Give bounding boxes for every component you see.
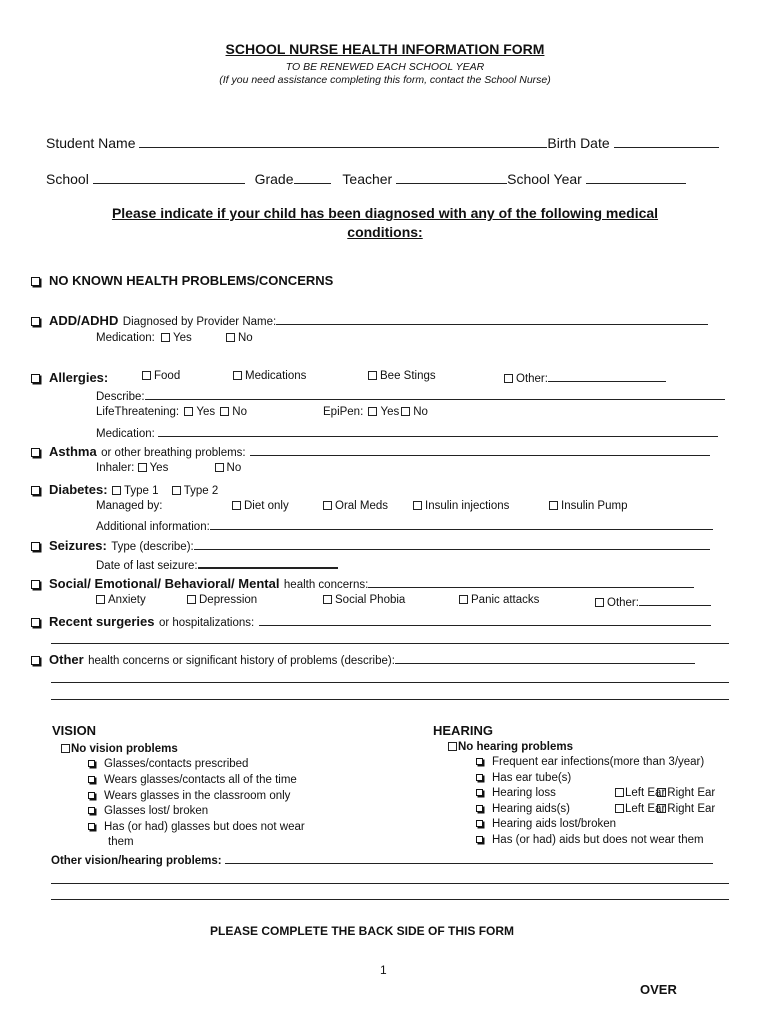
other-row bbox=[31, 651, 695, 669]
school-label: School bbox=[46, 171, 89, 187]
vision-item bbox=[88, 821, 305, 833]
checkbox-aids-right[interactable] bbox=[657, 804, 666, 813]
type1-label: Type 1 bbox=[123, 485, 159, 497]
checkbox-bee-stings[interactable] bbox=[368, 371, 377, 380]
hearing-item bbox=[476, 756, 704, 768]
form-note: (If you need assistance completing this form, contact the School Nurse) bbox=[219, 74, 551, 86]
checkbox-diabetes[interactable] bbox=[31, 486, 40, 495]
social-other-label: Other: bbox=[607, 597, 639, 609]
seizures-type-field[interactable] bbox=[194, 538, 710, 550]
adhd-no-label: No bbox=[237, 332, 253, 344]
inhaler-yes-label: Yes bbox=[149, 462, 169, 474]
hearing-heading: HEARING bbox=[433, 723, 493, 738]
grade-field[interactable] bbox=[294, 172, 331, 184]
surgeries-row bbox=[31, 613, 711, 631]
seizures-row bbox=[31, 537, 710, 555]
checkbox-medications[interactable] bbox=[233, 371, 242, 380]
no-vision-label: No vision problems bbox=[71, 743, 178, 755]
hearing-loss-ears bbox=[615, 787, 715, 799]
insulin-injections-option bbox=[413, 500, 509, 512]
checkbox-diet[interactable] bbox=[232, 501, 241, 510]
hearing-item bbox=[476, 803, 570, 815]
student-name-label: Student Name bbox=[46, 135, 136, 151]
other-vh-line-2[interactable] bbox=[51, 883, 729, 884]
allergy-describe-field[interactable] bbox=[145, 388, 725, 400]
other-vh-field[interactable] bbox=[225, 852, 713, 864]
student-name-field[interactable] bbox=[139, 136, 547, 148]
surgeries-extra-line[interactable] bbox=[51, 643, 729, 644]
checkbox-vision-1[interactable] bbox=[88, 760, 95, 767]
checkbox-asthma[interactable] bbox=[31, 448, 40, 457]
grade-label: Grade bbox=[254, 171, 294, 187]
vision-item bbox=[88, 774, 297, 786]
checkbox-social[interactable] bbox=[31, 580, 40, 589]
adhd-yes-label: Yes bbox=[173, 332, 192, 344]
surgeries-field[interactable] bbox=[259, 614, 711, 626]
allergy-other-label: Other: bbox=[516, 373, 548, 385]
hearing-item-label: Hearing aids lost/broken bbox=[492, 818, 617, 830]
social-label: Social/ Emotional/ Behavioral/ Mental bbox=[49, 576, 280, 591]
checkbox-no-known[interactable] bbox=[31, 277, 40, 286]
checkbox-hearing-2[interactable] bbox=[476, 774, 483, 781]
last-seizure-row bbox=[96, 556, 338, 572]
bee-stings-label: Bee Stings bbox=[380, 370, 436, 382]
checkbox-vision-4[interactable] bbox=[88, 807, 95, 814]
diabetes-additional-label: Additional information: bbox=[96, 521, 210, 533]
checkbox-social-phobia[interactable] bbox=[323, 595, 332, 604]
right-ear-label: Right Ear bbox=[667, 787, 716, 799]
allergy-medications-option bbox=[233, 370, 306, 382]
vision-item bbox=[88, 790, 290, 802]
medications-label: Medications bbox=[245, 370, 307, 382]
checkbox-surgeries[interactable] bbox=[31, 618, 40, 627]
allergy-describe-row bbox=[96, 388, 725, 403]
type2-label: Type 2 bbox=[183, 485, 219, 497]
allergy-medication-label: Medication: bbox=[96, 428, 155, 440]
inhaler-row bbox=[96, 462, 241, 474]
checkbox-hearing-4[interactable] bbox=[476, 805, 483, 812]
inhaler-label: Inhaler: bbox=[96, 462, 135, 474]
hearing-item bbox=[476, 834, 704, 846]
hearing-item bbox=[476, 772, 571, 784]
epipen-label: EpiPen: bbox=[323, 406, 364, 418]
checkbox-allergies[interactable] bbox=[31, 374, 40, 383]
checkbox-aids-left[interactable] bbox=[615, 804, 624, 813]
panic-option bbox=[459, 594, 539, 606]
seizures-label: Seizures: bbox=[49, 538, 107, 553]
diabetes-label: Diabetes: bbox=[49, 482, 108, 497]
allergy-medication-row bbox=[96, 425, 718, 440]
seizures-type-label: Type (describe): bbox=[111, 541, 194, 553]
right-ear-label: Right Ear bbox=[667, 803, 716, 815]
allergy-other-option bbox=[504, 370, 666, 385]
form-subtitle: TO BE RENEWED EACH SCHOOL YEAR bbox=[285, 61, 485, 73]
anxiety-label: Anxiety bbox=[108, 594, 146, 606]
other-vh-line-3[interactable] bbox=[51, 899, 729, 900]
social-field[interactable] bbox=[368, 576, 694, 588]
checkbox-adhd-no[interactable] bbox=[226, 333, 235, 342]
form-title: SCHOOL NURSE HEALTH INFORMATION FORM bbox=[225, 41, 545, 57]
asthma-row bbox=[31, 443, 710, 461]
checkbox-epipen-yes[interactable] bbox=[368, 407, 377, 416]
other-rest-label: health concerns or significant history of problems (describe): bbox=[88, 655, 395, 667]
hearing-item bbox=[476, 818, 616, 830]
checkbox-vision-3[interactable] bbox=[88, 792, 95, 799]
inhaler-no-label: No bbox=[226, 462, 242, 474]
last-seizure-field[interactable] bbox=[198, 556, 338, 569]
checkbox-inhaler-no[interactable] bbox=[215, 463, 224, 472]
hearing-item bbox=[476, 787, 556, 799]
checkbox-loss-left[interactable] bbox=[615, 788, 624, 797]
no-hearing-row bbox=[448, 741, 573, 753]
allergies-label: Allergies: bbox=[49, 370, 109, 385]
other-label: Other bbox=[49, 652, 84, 667]
left-ear-label: Left Ear bbox=[625, 803, 666, 815]
last-seizure-label: Date of last seizure: bbox=[96, 560, 198, 572]
no-vision-row bbox=[61, 743, 178, 755]
epipen-no-label: No bbox=[413, 406, 428, 418]
checkbox-inhaler-yes[interactable] bbox=[138, 463, 147, 472]
school-year-label: School Year bbox=[507, 171, 582, 187]
allergy-medication-field[interactable] bbox=[158, 425, 718, 437]
hearing-item-label: Hearing loss bbox=[492, 787, 556, 799]
insulin-pump-label: Insulin Pump bbox=[561, 500, 628, 512]
checkbox-food[interactable] bbox=[142, 371, 151, 380]
asthma-field[interactable] bbox=[250, 444, 710, 456]
checkbox-vision-5[interactable] bbox=[88, 823, 95, 830]
checkbox-anxiety[interactable] bbox=[96, 595, 105, 604]
diabetes-additional-row bbox=[96, 518, 713, 533]
oral-meds-label: Oral Meds bbox=[335, 500, 389, 512]
checkbox-insulin-injections[interactable] bbox=[413, 501, 422, 510]
allergy-describe-label: Describe: bbox=[96, 391, 145, 403]
hearing-item-label: Has ear tube(s) bbox=[492, 772, 572, 784]
life-yes-label: Yes bbox=[196, 406, 216, 418]
epipen-yes-label: Yes bbox=[380, 406, 400, 418]
panic-label: Panic attacks bbox=[471, 594, 540, 606]
allergies-row bbox=[31, 369, 108, 387]
oral-meds-option bbox=[323, 500, 388, 512]
student-name-row bbox=[46, 135, 719, 151]
checkbox-vision-2[interactable] bbox=[88, 776, 95, 783]
surgeries-label: Recent surgeries bbox=[49, 614, 155, 629]
checkbox-other[interactable] bbox=[31, 656, 40, 665]
vision-item bbox=[88, 805, 208, 817]
surgeries-rest-label: or hospitalizations: bbox=[158, 617, 255, 629]
checkbox-no-vision[interactable] bbox=[61, 744, 70, 753]
school-row bbox=[46, 171, 686, 187]
hearing-item-label: Hearing aids(s) bbox=[492, 803, 570, 815]
instruction-heading: Please indicate if your child has been diagnosed with any of the following medical conditions: bbox=[111, 205, 659, 240]
no-hearing-label: No hearing problems bbox=[458, 741, 574, 753]
checkbox-no-hearing[interactable] bbox=[448, 742, 457, 751]
teacher-label: Teacher bbox=[342, 171, 393, 187]
social-other-field[interactable] bbox=[639, 594, 711, 606]
diet-label: Diet only bbox=[244, 500, 289, 512]
teacher-field[interactable] bbox=[396, 172, 507, 184]
birth-date-label: Birth Date bbox=[547, 135, 610, 151]
diabetes-additional-field[interactable] bbox=[210, 518, 713, 530]
insulin-pump-option bbox=[549, 500, 627, 512]
diabetes-row bbox=[31, 481, 218, 499]
no-known-row bbox=[31, 273, 333, 288]
checkbox-insulin-pump[interactable] bbox=[549, 501, 558, 510]
social-phobia-label: Social Phobia bbox=[335, 594, 406, 606]
no-known-label: NO KNOWN HEALTH PROBLEMS/CONCERNS bbox=[49, 273, 334, 288]
allergy-other-field[interactable] bbox=[548, 370, 666, 382]
vision-item-label: Glasses lost/ broken bbox=[104, 805, 209, 817]
other-line-2[interactable] bbox=[51, 682, 729, 683]
social-other-option bbox=[595, 594, 711, 609]
vision-item-continued: them bbox=[108, 836, 134, 848]
checkbox-depression[interactable] bbox=[187, 595, 196, 604]
checkbox-hearing-5[interactable] bbox=[476, 820, 483, 827]
complete-back-note: PLEASE COMPLETE THE BACK SIDE OF THIS FORM bbox=[210, 924, 515, 938]
depression-label: Depression bbox=[199, 594, 258, 606]
checkbox-type2[interactable] bbox=[172, 486, 181, 495]
left-ear-label: Left Ear bbox=[625, 787, 666, 799]
checkbox-seizures[interactable] bbox=[31, 542, 40, 551]
checkbox-life-no[interactable] bbox=[220, 407, 229, 416]
adhd-medication-row bbox=[96, 332, 253, 344]
anxiety-option bbox=[96, 594, 146, 606]
checkbox-allergy-other[interactable] bbox=[504, 374, 513, 383]
vision-item-label: Wears glasses/contacts all of the time bbox=[104, 774, 297, 786]
insulin-injections-label: Insulin injections bbox=[425, 500, 510, 512]
adhd-provider-label: Diagnosed by Provider Name: bbox=[122, 316, 277, 328]
diet-option bbox=[232, 500, 289, 512]
checkbox-type1[interactable] bbox=[112, 486, 121, 495]
adhd-label: ADD/ADHD bbox=[49, 313, 119, 328]
school-year-field[interactable] bbox=[586, 172, 686, 184]
other-vh-row bbox=[51, 852, 713, 867]
vision-item bbox=[88, 758, 248, 770]
other-vh-label: Other vision/hearing problems: bbox=[51, 855, 222, 867]
managed-by-label: Managed by: bbox=[96, 500, 163, 512]
checkbox-oral-meds[interactable] bbox=[323, 501, 332, 510]
vision-item-label: Glasses/contacts prescribed bbox=[104, 758, 249, 770]
adhd-row bbox=[31, 312, 708, 330]
asthma-rest-label: or other breathing problems: bbox=[101, 447, 246, 459]
hearing-aids-ears bbox=[615, 803, 715, 815]
vision-item-label: Has (or had) glasses but does not wear bbox=[104, 821, 305, 833]
page-number: 1 bbox=[380, 963, 387, 977]
school-field[interactable] bbox=[93, 172, 245, 184]
food-label: Food bbox=[154, 370, 181, 382]
over-label: OVER bbox=[640, 982, 677, 997]
checkbox-panic[interactable] bbox=[459, 595, 468, 604]
hearing-item-label: Frequent ear infections(more than 3/year) bbox=[492, 756, 705, 768]
checkbox-adhd-yes[interactable] bbox=[161, 333, 170, 342]
other-line-3[interactable] bbox=[51, 699, 729, 700]
allergy-bee-option bbox=[368, 370, 436, 382]
checkbox-loss-right[interactable] bbox=[657, 788, 666, 797]
birth-date-field[interactable] bbox=[614, 136, 719, 148]
asthma-label: Asthma bbox=[49, 444, 97, 459]
allergy-food-option bbox=[142, 370, 180, 382]
life-no-label: No bbox=[232, 406, 247, 418]
checkbox-hearing-6[interactable] bbox=[476, 836, 483, 843]
checkbox-adhd[interactable] bbox=[31, 317, 40, 326]
depression-option bbox=[187, 594, 257, 606]
epipen-row bbox=[323, 406, 428, 418]
life-threatening-label: LifeThreatening: bbox=[96, 406, 180, 418]
hearing-item-label: Has (or had) aids but does not wear them bbox=[492, 834, 704, 846]
vision-heading: VISION bbox=[52, 723, 97, 738]
life-threatening-row bbox=[96, 406, 247, 418]
adhd-provider-field[interactable] bbox=[276, 313, 708, 325]
checkbox-life-yes[interactable] bbox=[184, 407, 193, 416]
social-row bbox=[31, 575, 694, 593]
checkbox-hearing-3[interactable] bbox=[476, 789, 483, 796]
other-field[interactable] bbox=[395, 652, 695, 664]
social-rest-label: health concerns: bbox=[283, 579, 369, 591]
phobia-option bbox=[323, 594, 405, 606]
vision-item-label: Wears glasses in the classroom only bbox=[104, 790, 291, 802]
checkbox-social-other[interactable] bbox=[595, 598, 604, 607]
checkbox-hearing-1[interactable] bbox=[476, 758, 483, 765]
checkbox-epipen-no[interactable] bbox=[401, 407, 410, 416]
adhd-medication-label: Medication: bbox=[96, 332, 155, 344]
